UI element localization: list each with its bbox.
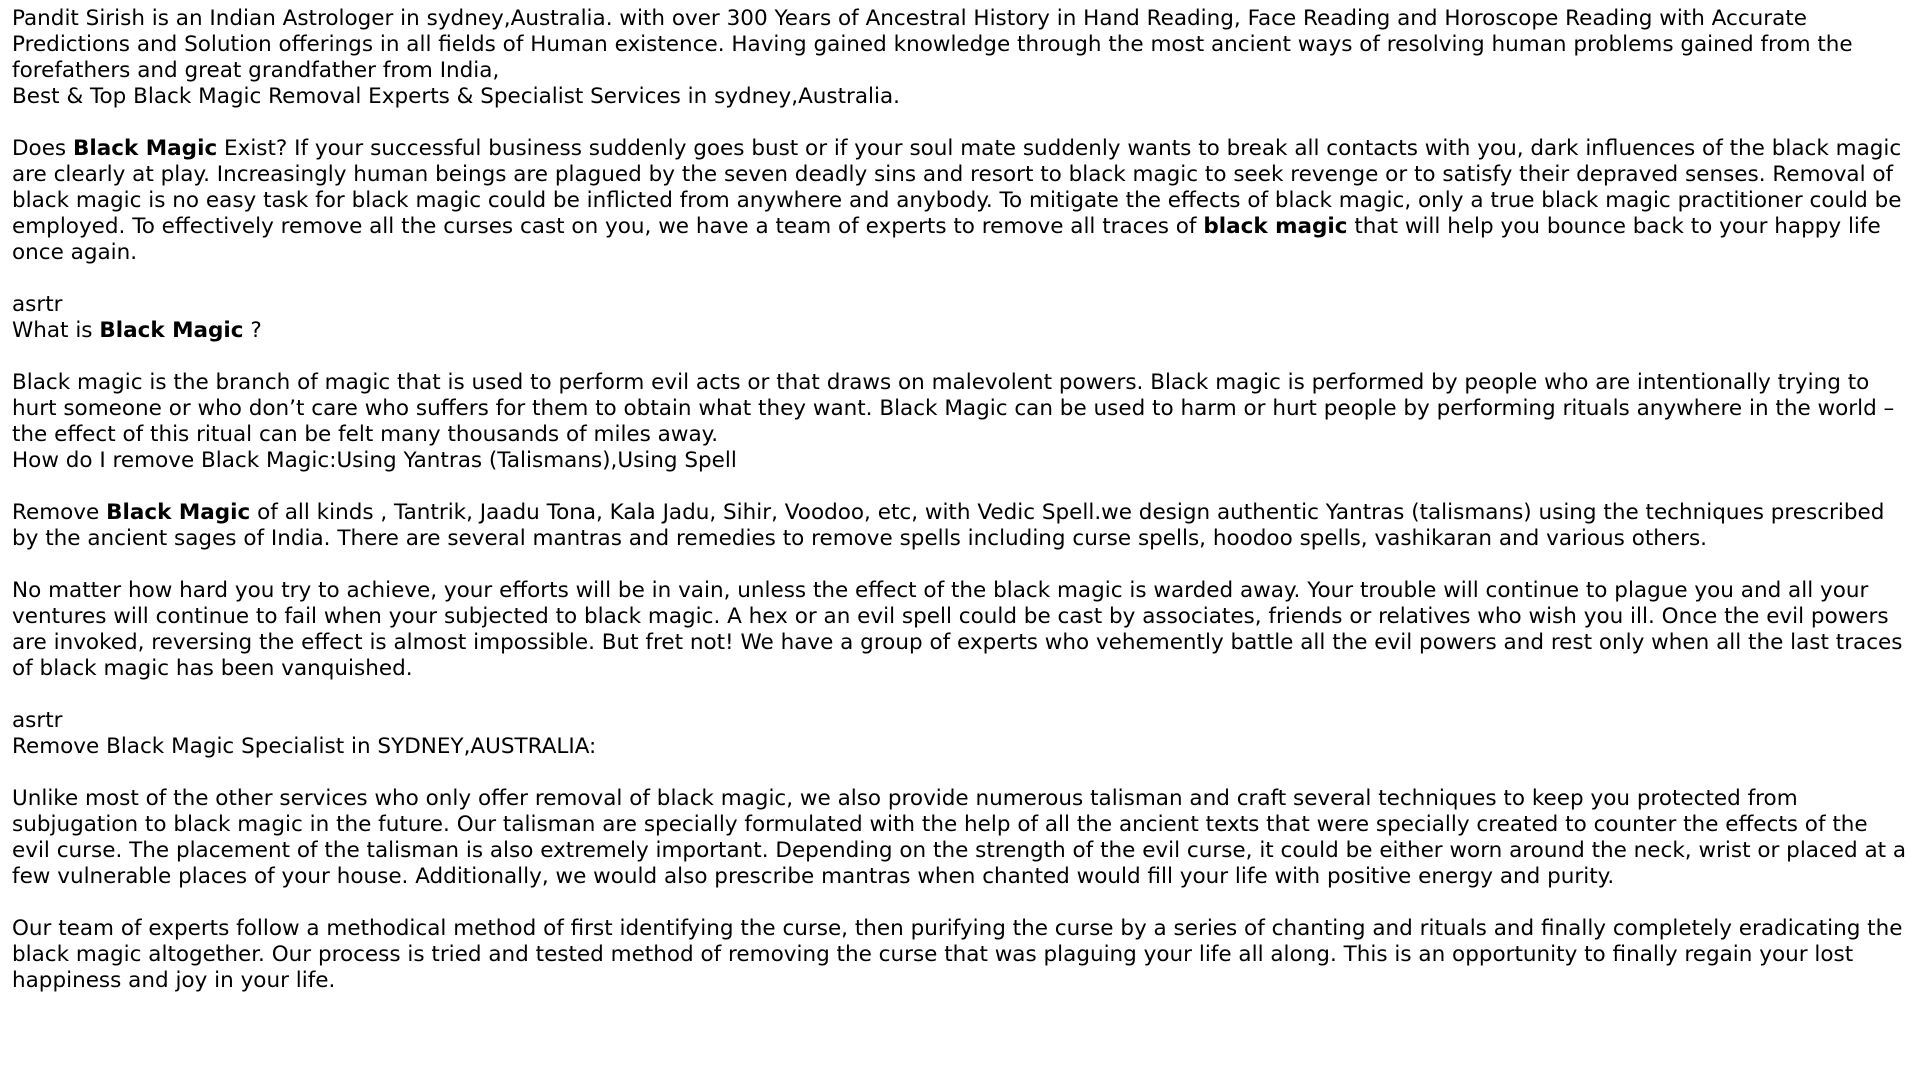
remove-pre: Remove — [12, 500, 107, 525]
what-is-bold: Black Magic — [99, 318, 244, 343]
definition-paragraph: Black magic is the branch of magic that is used to perform evil acts or that draws on malevolent powers. Black magic is performed by people who are intentionally trying to hurt someone or who don’t care who suffers for them to obtain what they want. Black Magic can be used to harm or hurt people by performing rituals anywhere in the world – the effect of this ritual can be felt many thousands of miles away. — [12, 370, 1895, 447]
spacer — [12, 474, 1910, 500]
team-paragraph: Our team of experts follow a methodical method of first identifying the curse, then purifying the curse by a series of chanting and rituals and finally completely eradicating the black magic altogether. Our process is tried and tested method of removing the curse that was plaguing your life all along. This is an opportunity to finally regain your lost happiness and joy in your life. — [12, 916, 1903, 993]
exist-post: that will help you bounce back to your happy life once again. — [12, 214, 1881, 265]
page-content — [12, 6, 1910, 994]
remove-paragraph — [12, 500, 1910, 552]
broken-image-alt-text-2: asrtr — [12, 708, 63, 733]
unlike-paragraph: Unlike most of the other services who only offer removal of black magic, we also provide numerous talisman and craft several techniques to keep you protected from subjugation to black magic in the future. Our talisman are specially formulated with the help of all the ancient texts that were specially created to counter the effects of the evil curse. The placement of the talisman is also extremely important. Depending on the strength of the evil curse, it could be either worn around the neck, wrist or placed at a few vulnerable places of your house. Additionally, we would also prescribe mantras when chanted would fill your life with positive energy and purity. — [12, 786, 1907, 889]
remove-body: of all kinds , Tantrik, Jaadu Tona, Kala Jadu, Sihir, Voodoo, etc, with Vedic Spell.we design authentic Yantras (talismans) using the techniques prescribed by the ancient sages of India. There are several mantras and remedies to remove spells including curse spells, hoodoo spells, vashikaran and various others. — [12, 500, 1885, 551]
specialist-heading: Remove Black Magic Specialist in SYDNEY,AUSTRALIA: — [12, 734, 597, 759]
exist-paragraph — [12, 136, 1910, 266]
spacer — [12, 344, 1910, 370]
exist-pre: Does — [12, 136, 73, 161]
spacer — [12, 890, 1910, 916]
spacer — [12, 760, 1910, 786]
no-matter-paragraph: No matter how hard you try to achieve, your efforts will be in vain, unless the effect of the black magic is warded away. Your trouble will continue to plague you and all your ventures will continue to fail when your subjected to black magic. A hex or an evil spell could be cast by associates, friends or relatives who wish you ill. Once the evil powers are invoked, reversing the effect is almost impossible. But fret not! We have a group of experts who vehemently battle all the evil powers and rest only when all the last traces of black magic has been vanquished. — [12, 578, 1903, 681]
remove-bold: Black Magic — [106, 500, 251, 525]
intro-tagline: Best & Top Black Magic Removal Experts & Specialist Services in sydney,Australia. — [12, 84, 901, 109]
what-is-pre: What is — [12, 318, 100, 343]
intro-paragraph: Pandit Sirish is an Indian Astrologer in sydney,Australia. with over 300 Years of Ancestral History in Hand Reading, Face Reading and Horoscope Reading with Accurate Predictions and Solution offerings in all fields of Human existence. Having gained knowledge through the most ancient ways of resolving human problems gained from the forefathers and great grandfather from India, — [12, 6, 1853, 83]
spacer — [12, 266, 1910, 292]
spacer — [12, 110, 1910, 136]
what-is-heading — [12, 318, 1910, 344]
what-is-post: ? — [243, 318, 262, 343]
exist-body: Exist? If your successful business suddenly goes bust or if your soul mate suddenly wants to break all contacts with you, dark influences of the black magic are clearly at play. Increasingly human beings are plagued by the seven deadly sins and resort to black magic to seek revenge or to satisfy their depraved senses. Removal of black magic is no easy task for black magic could be inflicted from anywhere and anybody. To mitigate the effects of black magic, only a true black magic practitioner could be employed. To effectively remove all the curses cast on you, we have a team of experts to remove all traces of — [12, 136, 1902, 239]
spacer — [12, 552, 1910, 578]
exist-bold-black-magic: Black Magic — [72, 136, 218, 161]
broken-image-alt-text: asrtr — [12, 292, 63, 317]
exist-bold-black-magic-2: black magic — [1203, 214, 1348, 239]
spacer — [12, 682, 1910, 708]
how-remove-heading: How do I remove Black Magic:Using Yantras (Talismans),Using Spell — [12, 448, 737, 473]
